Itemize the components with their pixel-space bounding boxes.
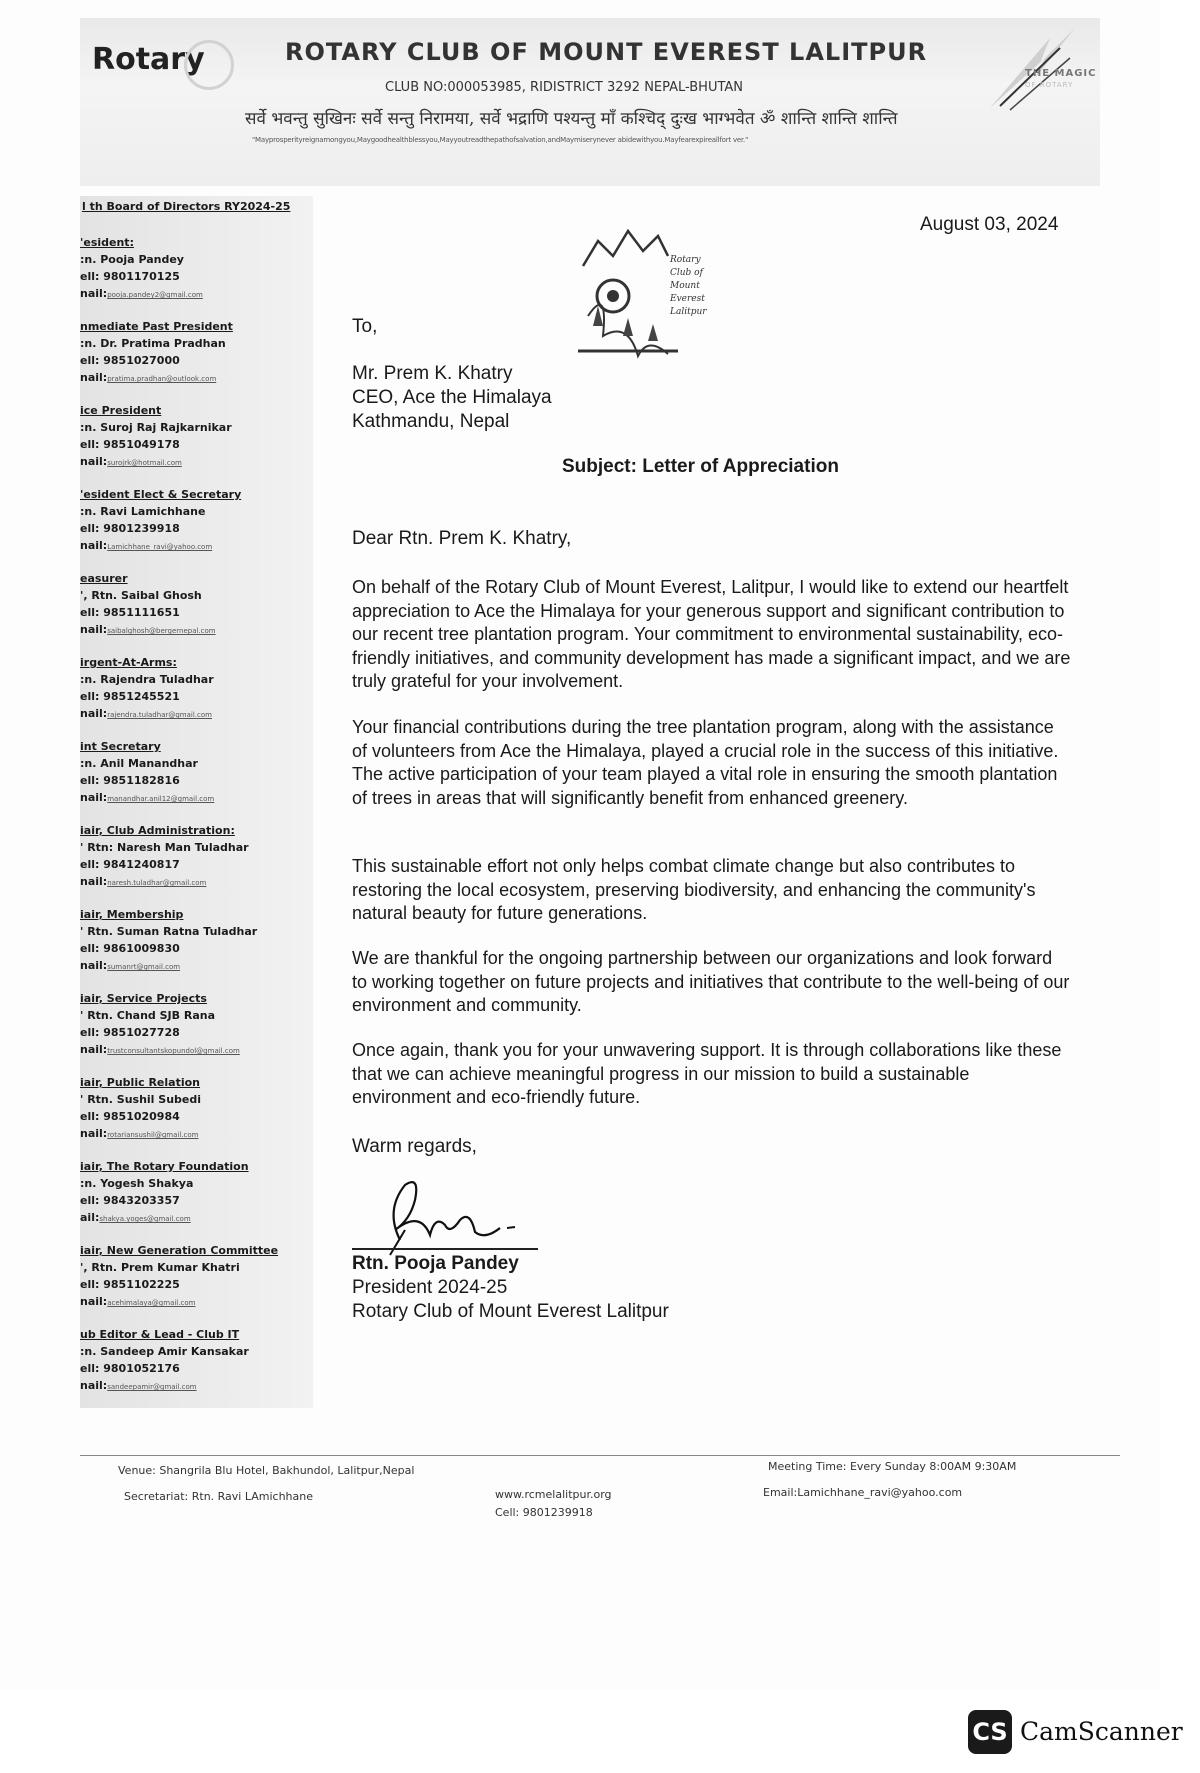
officer-name: :n. Pooja Pandey bbox=[80, 253, 184, 266]
officer-email-row bbox=[80, 957, 310, 976]
subject-line: Subject: Letter of Appreciation bbox=[562, 456, 839, 477]
body-paragraph: Once again, thank you for your unwavering support. It is through collaborations like these that we can achieve meaningful progress in our mission to build a sustainable environment and eco-friendly future. bbox=[352, 1040, 1062, 1107]
officer-email: saibalghosh@bergernepal.com bbox=[107, 627, 216, 635]
officer-email: manandhar.anil12@gmail.com bbox=[107, 795, 215, 803]
officer-role: iair, The Rotary Foundation bbox=[80, 1160, 249, 1173]
officer-role: easurer bbox=[80, 572, 128, 585]
board-title: l th Board of Directors RY2024-25 bbox=[82, 200, 291, 213]
officer-email: naresh.tuladhar@gmail.com bbox=[107, 879, 207, 887]
officer-email-row bbox=[80, 369, 310, 388]
magic-of-rotary-title: THE MAGIC bbox=[1025, 68, 1097, 79]
recipient-name: Mr. Prem K. Khatry bbox=[352, 363, 513, 384]
officer-phone: ell: 9851245521 bbox=[80, 690, 180, 703]
officer-email-label: nail: bbox=[80, 1127, 108, 1140]
signer-org: Rotary Club of Mount Everest Lalitpur bbox=[352, 1301, 669, 1322]
officer-role: int Secretary bbox=[80, 740, 161, 753]
officer-role: irgent-At-Arms: bbox=[80, 656, 177, 669]
officer-name: ' Rtn. Suman Ratna Tuladhar bbox=[80, 925, 258, 938]
officer-phone: ell: 9851049178 bbox=[80, 438, 180, 451]
body-paragraph: Your financial contributions during the tree plantation program, along with the assistance of volunteers from Ace the Himalaya, played a crucial role in the success of this initiative. The active participation of your team played a vital role in ensuring the smooth plantation of trees in areas that will significantly benefit from enhanced greenery. bbox=[352, 717, 1059, 808]
magic-of-rotary-subtitle: OF ROTARY bbox=[1025, 81, 1074, 89]
handwritten-signature bbox=[375, 1170, 535, 1260]
officer-email-label: ail: bbox=[80, 1211, 100, 1224]
officer-name: :n. Suroj Raj Rajkarnikar bbox=[80, 421, 232, 434]
officer-email-label: nail: bbox=[80, 1379, 108, 1392]
officer-name: :n. Ravi Lamichhane bbox=[80, 505, 206, 518]
footer-secretariat: Secretariat: Rtn. Ravi LAmichhane bbox=[124, 1490, 314, 1503]
officer-role: iair, New Generation Committee bbox=[80, 1244, 279, 1257]
signature-line bbox=[352, 1248, 538, 1250]
officer-entry bbox=[80, 486, 310, 556]
officer-email-label: nail: bbox=[80, 287, 108, 300]
officer-email-row bbox=[80, 705, 310, 724]
officer-phone: ell: 9843203357 bbox=[80, 1194, 180, 1207]
officer-email-row bbox=[80, 537, 310, 556]
signer-name: Rtn. Pooja Pandey bbox=[352, 1253, 519, 1274]
officer-entry bbox=[80, 906, 310, 976]
officer-email-label: nail: bbox=[80, 959, 108, 972]
officer-email: shakya.yoges@gmail.com bbox=[99, 1215, 191, 1223]
officer-name: ' Rtn: Naresh Man Tuladhar bbox=[80, 841, 249, 854]
officer-entry bbox=[80, 318, 310, 388]
officer-phone: ell: 9851111651 bbox=[80, 606, 180, 619]
footer-divider bbox=[80, 1455, 1120, 1456]
club-title: ROTARY CLUB OF MOUNT EVEREST LALITPUR bbox=[285, 38, 928, 66]
officer-email: trustconsultantskopundol@gmail.com bbox=[107, 1047, 240, 1055]
officer-email-row bbox=[80, 453, 310, 472]
rotary-wheel-icon bbox=[184, 40, 234, 90]
officer-name: ', Rtn. Saibal Ghosh bbox=[80, 589, 202, 602]
letterhead bbox=[80, 18, 1100, 186]
officer-entry bbox=[80, 738, 310, 808]
recipient-address bbox=[352, 362, 552, 434]
logo-text-line: Rotary bbox=[670, 255, 701, 265]
footer-cell: Cell: 9801239918 bbox=[495, 1506, 593, 1519]
officer-email-row bbox=[80, 1125, 310, 1144]
officer-entry bbox=[80, 990, 310, 1060]
board-of-directors-sidebar bbox=[80, 196, 313, 1408]
closing: Warm regards, bbox=[352, 1136, 477, 1157]
body-paragraph: This sustainable effort not only helps combat climate change but also contributes to restoring the local ecosystem, preserving biodiversity, and enhancing the community's natural beauty for future generations. bbox=[352, 856, 1036, 923]
officer-email-row bbox=[80, 1041, 310, 1060]
officer-name: ' Rtn. Sushil Subedi bbox=[80, 1093, 201, 1106]
officer-phone: ell: 9841240817 bbox=[80, 858, 180, 871]
signer-block bbox=[352, 1252, 669, 1324]
officer-email-row bbox=[80, 873, 310, 892]
officer-role: 'esident Elect & Secretary bbox=[80, 488, 242, 501]
officer-email-label: nail: bbox=[80, 455, 108, 468]
officer-name: ' Rtn. Chand SJB Rana bbox=[80, 1009, 216, 1022]
officer-email-label: nail: bbox=[80, 623, 108, 636]
club-logo-text bbox=[670, 254, 707, 319]
officer-role: 'esident: bbox=[80, 236, 134, 249]
salutation: Dear Rtn. Prem K. Khatry, bbox=[352, 528, 572, 549]
officer-entry bbox=[80, 570, 310, 640]
officer-email-row bbox=[80, 1377, 310, 1396]
officer-entry bbox=[80, 234, 310, 304]
officer-entry bbox=[80, 822, 310, 892]
officer-email-label: nail: bbox=[80, 875, 108, 888]
officer-email-label: nail: bbox=[80, 707, 108, 720]
officer-role: ice President bbox=[80, 404, 162, 417]
prayer-translation: "Mayprosperityreignamongyou,Maygoodhealthblessyou,Mayyoutreadthepathofsalvation,andMaymiserynever abidewithyou.Mayfearexpireallfort ver." bbox=[252, 136, 749, 144]
officer-role: nmediate Past President bbox=[80, 320, 233, 333]
officer-email: sumanrt@gmail.com bbox=[107, 963, 181, 971]
officer-name: ', Rtn. Prem Kumar Khatri bbox=[80, 1261, 240, 1274]
officer-name: :n. Rajendra Tuladhar bbox=[80, 673, 214, 686]
footer-website: www.rcmelalitpur.org bbox=[495, 1488, 612, 1501]
officer-entry bbox=[80, 1242, 310, 1312]
officer-entry bbox=[80, 1158, 310, 1228]
officer-phone: ell: 9851027000 bbox=[80, 354, 180, 367]
officer-role: iair, Club Administration: bbox=[80, 824, 235, 837]
footer-meeting-time: Meeting Time: Every Sunday 8:00AM 9:30AM bbox=[768, 1460, 1017, 1473]
officer-entry bbox=[80, 1074, 310, 1144]
camscanner-logo-icon: CS bbox=[968, 1710, 1012, 1754]
officer-phone: ell: 9861009830 bbox=[80, 942, 180, 955]
officer-email-label: nail: bbox=[80, 539, 108, 552]
recipient-title: CEO, Ace the Himalaya bbox=[352, 387, 552, 408]
sanskrit-prayer: सर्वे भवन्तु सुखिनः सर्वे सन्तु निरामया, सर्वे भद्राणि पश्यन्तु मॉं कश्चिद् दुःख भाग्भवेत ॐ शान्ति शान्ति शान्ति bbox=[245, 109, 898, 129]
letter-date: August 03, 2024 bbox=[920, 214, 1059, 235]
officer-phone: ell: 9801239918 bbox=[80, 522, 180, 535]
officer-phone: ell: 9851020984 bbox=[80, 1110, 180, 1123]
officer-email-label: nail: bbox=[80, 1043, 108, 1056]
camscanner-watermark: CamScanner bbox=[1020, 1717, 1183, 1746]
logo-text-line: Club of bbox=[670, 268, 703, 278]
officer-phone: ell: 9851102225 bbox=[80, 1278, 180, 1291]
officer-role: iair, Public Relation bbox=[80, 1076, 200, 1089]
officer-email: sandeepamir@gmail.com bbox=[107, 1383, 197, 1391]
officer-email: Lamichhane_ravi@yahoo.com bbox=[107, 543, 213, 551]
club-number: CLUB NO:000053985, RIDISTRICT 3292 NEPAL-BHUTAN bbox=[385, 80, 744, 95]
footer-venue: Venue: Shangrila Blu Hotel, Bakhundol, Lalitpur,Nepal bbox=[118, 1464, 415, 1477]
officer-phone: ell: 9851027728 bbox=[80, 1026, 180, 1039]
recipient-location: Kathmandu, Nepal bbox=[352, 411, 510, 432]
officer-email: pratima.pradhan@outlook.com bbox=[107, 375, 217, 383]
to-label: To, bbox=[352, 316, 378, 337]
signer-title: President 2024-25 bbox=[352, 1277, 508, 1298]
officer-name: :n. Anil Manandhar bbox=[80, 757, 198, 770]
officer-role: iair, Service Projects bbox=[80, 992, 207, 1005]
officer-email-label: nail: bbox=[80, 1295, 108, 1308]
officer-email: rajendra.tuladhar@gmail.com bbox=[107, 711, 212, 719]
officer-entry bbox=[80, 1326, 310, 1396]
logo-text-line: Everest bbox=[670, 294, 705, 304]
officer-name: :n. Sandeep Amir Kansakar bbox=[80, 1345, 249, 1358]
logo-text-line: Lalitpur bbox=[670, 307, 707, 317]
rotary-wordmark: Rotary bbox=[92, 42, 205, 77]
officer-name: :n. Yogesh Shakya bbox=[80, 1177, 194, 1190]
officer-email-row bbox=[80, 1293, 310, 1312]
officer-email: rotariansushil@gmail.com bbox=[107, 1131, 199, 1139]
officer-email: pooja.pandey2@gmail.com bbox=[107, 291, 203, 299]
officer-email: surojrk@hotmail.com bbox=[107, 459, 182, 467]
officer-email-label: nail: bbox=[80, 791, 108, 804]
officer-phone: ell: 9801170125 bbox=[80, 270, 180, 283]
officer-role: iair, Membership bbox=[80, 908, 184, 921]
officer-email: acehimalaya@gmail.com bbox=[107, 1299, 196, 1307]
officer-email-row bbox=[80, 789, 310, 808]
officer-phone: ell: 9801052176 bbox=[80, 1362, 180, 1375]
officer-entry bbox=[80, 402, 310, 472]
officer-email-row bbox=[80, 285, 310, 304]
logo-text-line: Mount bbox=[670, 281, 700, 291]
officer-entry bbox=[80, 654, 310, 724]
officer-email-row bbox=[80, 621, 310, 640]
footer-email: Email:Lamichhane_ravi@yahoo.com bbox=[763, 1486, 963, 1499]
officer-role: ub Editor & Lead - Club IT bbox=[80, 1328, 240, 1341]
officer-email-label: nail: bbox=[80, 371, 108, 384]
officer-phone: ell: 9851182816 bbox=[80, 774, 180, 787]
body-paragraph: On behalf of the Rotary Club of Mount Everest, Lalitpur, I would like to extend our heartfelt appreciation to Ace the Himalaya for your generous support and significant contribution to our recent tree plantation program. Your commitment to environmental sustainability, eco-friendly initiatives, and community development has made a significant impact, and we are truly grateful for your involvement. bbox=[352, 577, 1071, 691]
body-paragraph: We are thankful for the ongoing partnership between our organizations and look forward to working together on future projects and initiatives that contribute to the well-being of our environment and community. bbox=[352, 948, 1070, 1015]
officer-email-row bbox=[80, 1209, 310, 1228]
officer-name: :n. Dr. Pratima Pradhan bbox=[80, 337, 226, 350]
